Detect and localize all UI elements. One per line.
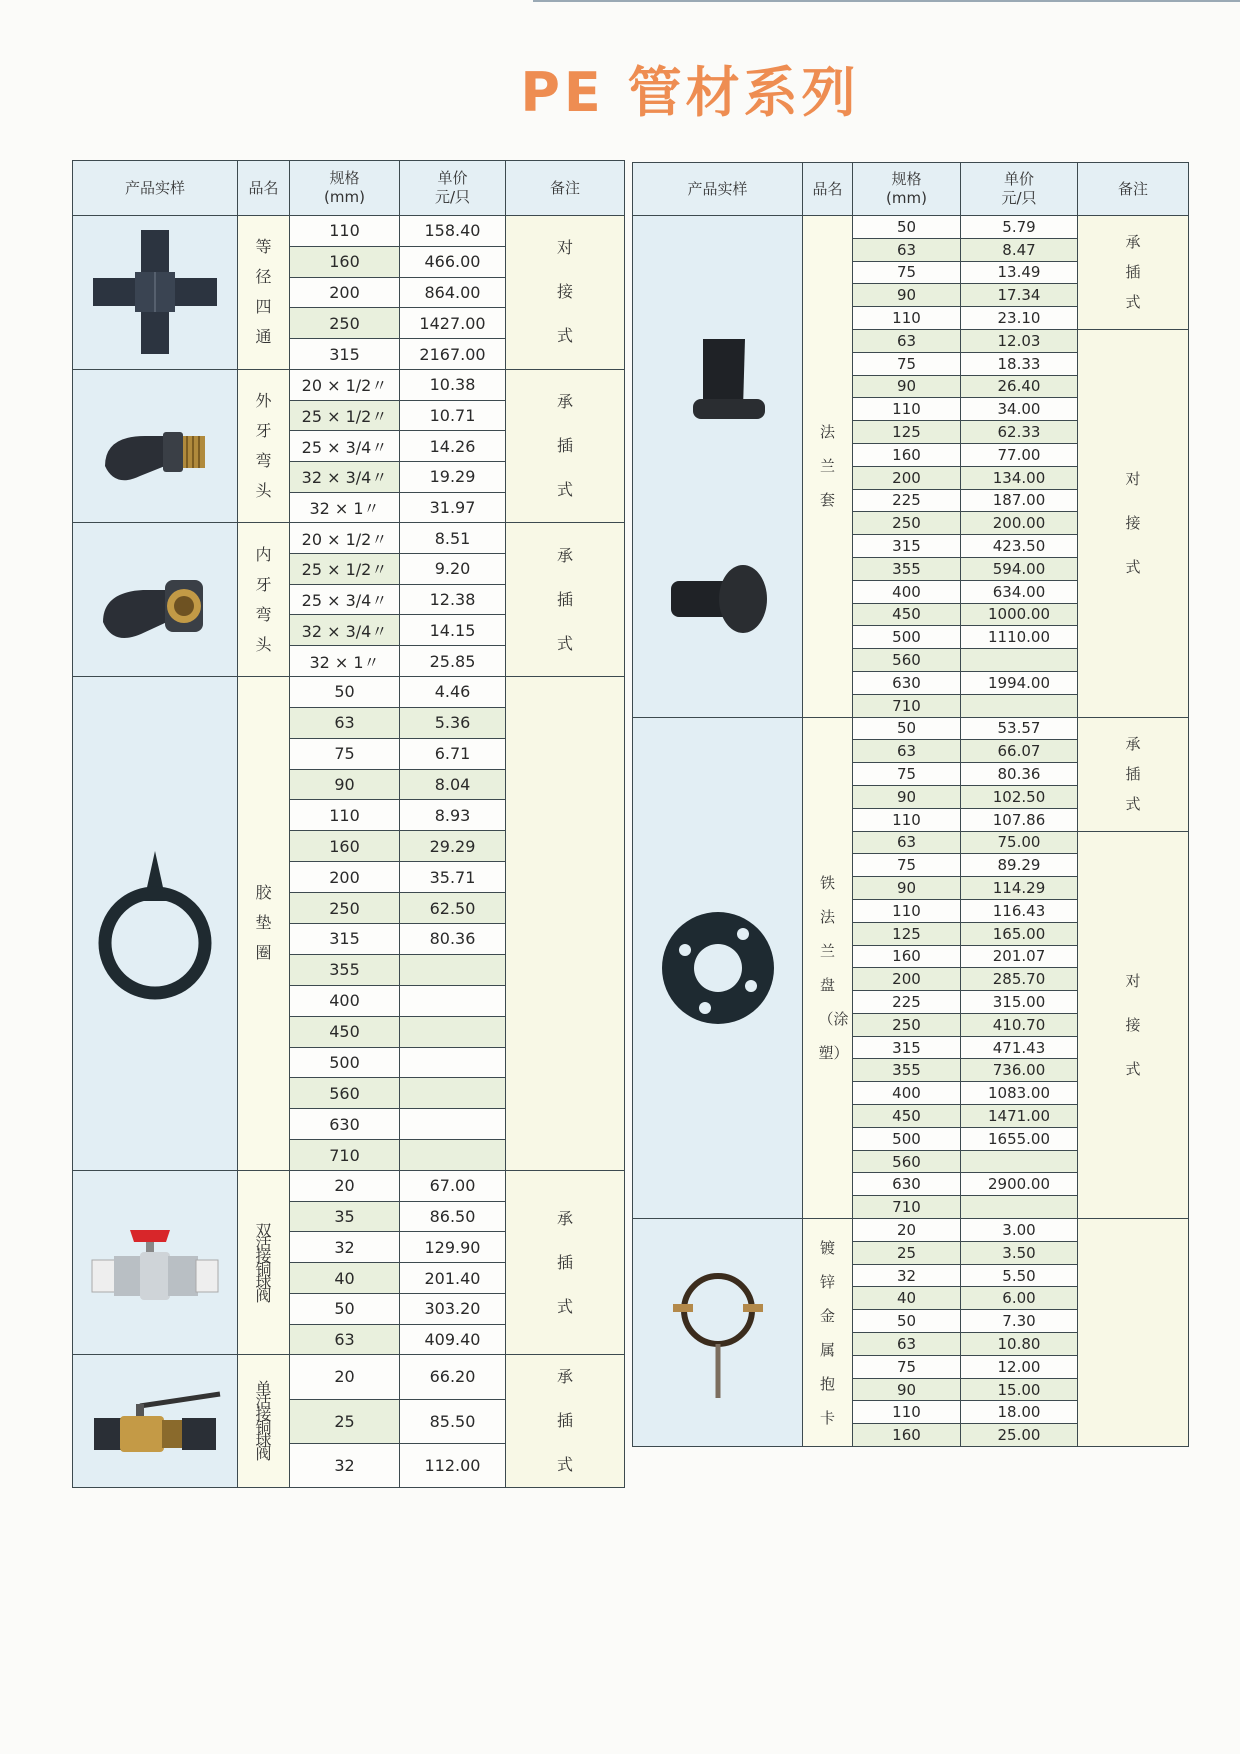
price-cell: 423.50 [961,535,1078,558]
spec-cell: 500 [290,1047,400,1078]
spec-cell: 50 [290,676,400,707]
price-cell: 35.71 [400,862,506,893]
header-price: 单价 元/只 [400,161,506,216]
spec-cell: 75 [853,854,961,877]
spec-cell: 200 [853,968,961,991]
spec-cell: 75 [853,352,961,375]
spec-cell: 90 [853,1378,961,1401]
price-cell: 1000.00 [961,603,1078,626]
spec-cell: 315 [853,1036,961,1059]
price-cell: 165.00 [961,922,1078,945]
spec-cell: 630 [290,1109,400,1140]
price-cell: 31.97 [400,492,506,523]
spec-cell: 630 [853,671,961,694]
spec-cell: 32 [290,1232,400,1263]
price-cell: 19.29 [400,462,506,493]
price-cell: 7.30 [961,1310,1078,1333]
price-cell [400,1109,506,1140]
price-cell: 5.36 [400,707,506,738]
right-price-table [632,162,1189,1447]
price-cell: 66.07 [961,740,1078,763]
spec-cell: 355 [290,954,400,985]
note-text: 对接式 [1125,470,1141,577]
note-cell [506,676,625,1170]
price-cell: 315.00 [961,991,1078,1014]
header-note: 备注 [506,161,625,216]
spec-cell: 75 [853,763,961,786]
spec-cell: 90 [853,375,961,398]
product-name-text: 双活接铜球阀 [255,1220,272,1305]
product-name [803,216,853,718]
price-cell: 1471.00 [961,1105,1078,1128]
spec-cell: 32 × 1〃 [290,492,400,523]
header-spec: 规格 (mm) [853,163,961,216]
price-cell [400,985,506,1016]
price-cell: 200.00 [961,512,1078,535]
table-row [633,717,1189,740]
price-cell: 10.38 [400,369,506,400]
price-cell: 107.86 [961,808,1078,831]
note-text: 对接式 [1125,971,1141,1078]
price-cell: 4.46 [400,676,506,707]
spec-cell: 20 [290,1171,400,1202]
spec-cell: 560 [853,1150,961,1173]
price-cell: 9.20 [400,554,506,585]
price-cell: 1655.00 [961,1127,1078,1150]
spec-cell: 630 [853,1173,961,1196]
price-cell [961,1150,1078,1173]
product-name [803,717,853,1219]
page-title: PE 管材系列 [520,61,860,124]
price-cell: 8.51 [400,523,506,554]
spec-cell: 110 [853,398,961,421]
female-elbow-icon [73,550,237,650]
price-cell: 13.49 [961,261,1078,284]
spec-cell: 450 [290,1016,400,1047]
note-text: 承插式 [556,392,573,500]
price-cell: 634.00 [961,580,1078,603]
spec-cell: 160 [290,831,400,862]
spec-cell: 90 [853,877,961,900]
product-name [238,1171,290,1355]
spec-cell: 20 × 1/2〃 [290,369,400,400]
price-cell: 129.90 [400,1232,506,1263]
note-text: 承插式 [1125,735,1141,814]
spec-cell: 160 [853,443,961,466]
note-cell [506,523,625,676]
price-cell: 116.43 [961,899,1078,922]
spec-cell: 32 × 3/4〃 [290,615,400,646]
price-cell [400,1078,506,1109]
note-cell [1078,216,1189,330]
note-text: 对接式 [556,238,573,346]
spec-cell: 400 [853,580,961,603]
spec-cell: 355 [853,1059,961,1082]
spec-cell: 160 [853,1424,961,1447]
product-name [238,1355,290,1488]
price-cell: 18.00 [961,1401,1078,1424]
spec-cell: 450 [853,1105,961,1128]
price-cell: 53.57 [961,717,1078,740]
price-cell [400,954,506,985]
spec-cell: 90 [290,769,400,800]
price-cell [961,694,1078,717]
spec-cell: 500 [853,1127,961,1150]
product-photo [633,717,803,1219]
product-photo [73,1355,238,1488]
spec-cell: 25 × 1/2〃 [290,554,400,585]
spec-cell: 110 [853,808,961,831]
price-cell [961,1196,1078,1219]
product-name [238,523,290,676]
price-cell: 26.40 [961,375,1078,398]
header-photo: 产品实样 [73,161,238,216]
spec-cell: 400 [290,985,400,1016]
single-union-ball-valve-icon [73,1376,237,1466]
spec-cell: 35 [290,1201,400,1232]
note-cell [506,1171,625,1355]
price-cell: 6.71 [400,738,506,769]
price-cell: 75.00 [961,831,1078,854]
product-name-text: 单活接铜球阀 [255,1379,272,1464]
note-cell [1078,717,1189,831]
note-cell [1078,831,1189,1219]
spec-cell: 250 [853,512,961,535]
spec-cell: 25 × 1/2〃 [290,400,400,431]
price-cell: 17.34 [961,284,1078,307]
price-cell [961,649,1078,672]
price-cell: 29.29 [400,831,506,862]
note-cell [1078,1219,1189,1447]
price-cell: 77.00 [961,443,1078,466]
spec-cell: 160 [853,945,961,968]
steel-flange-plate-icon [633,888,802,1048]
spec-cell: 560 [853,649,961,672]
spec-cell: 200 [290,862,400,893]
spec-cell: 710 [290,1140,400,1171]
spec-cell: 25 × 3/4〃 [290,584,400,615]
spec-cell: 20 [290,1355,400,1399]
price-cell: 12.38 [400,584,506,615]
price-cell: 8.04 [400,769,506,800]
price-cell: 201.07 [961,945,1078,968]
spec-cell: 250 [290,893,400,924]
table-header [73,161,625,216]
price-cell: 14.26 [400,431,506,462]
product-name-text: 胶垫圈 [255,883,272,963]
price-cell: 864.00 [400,277,506,308]
product-name-text: 镀锌金属抱卡 [819,1238,835,1427]
price-cell: 8.47 [961,238,1078,261]
note-cell [1078,329,1189,717]
spec-cell: 20 [853,1219,961,1242]
table-header [633,163,1189,216]
flange-sleeve-icon [633,241,802,691]
spec-cell: 50 [853,216,961,239]
spec-cell: 560 [290,1078,400,1109]
spec-cell: 110 [290,216,400,247]
spec-cell: 32 [853,1264,961,1287]
product-photo [73,676,238,1170]
spec-cell: 40 [853,1287,961,1310]
cross-fitting-icon [73,222,237,362]
price-cell: 3.50 [961,1241,1078,1264]
price-cell: 80.36 [400,923,506,954]
rubber-gasket-icon [73,843,237,1003]
spec-cell: 225 [853,489,961,512]
price-cell: 2900.00 [961,1173,1078,1196]
spec-cell: 50 [853,717,961,740]
price-cell: 466.00 [400,246,506,277]
table-row [73,523,625,554]
price-cell: 410.70 [961,1013,1078,1036]
spec-cell: 63 [290,1324,400,1355]
header-price: 单价 元/只 [961,163,1078,216]
spec-cell: 400 [853,1082,961,1105]
price-cell: 3.00 [961,1219,1078,1242]
price-cell [400,1140,506,1171]
note-text: 承插式 [556,1208,573,1316]
spec-cell: 25 × 3/4〃 [290,431,400,462]
price-cell: 25.85 [400,646,506,677]
price-cell: 2167.00 [400,339,506,370]
spec-cell: 20 × 1/2〃 [290,523,400,554]
spec-cell: 32 × 1〃 [290,646,400,677]
spec-cell: 63 [853,831,961,854]
spec-cell: 110 [853,307,961,330]
note-text: 承插式 [556,1367,573,1475]
price-cell: 67.00 [400,1171,506,1202]
spec-cell: 90 [853,785,961,808]
spec-cell: 315 [290,339,400,370]
spec-cell: 63 [853,1333,961,1356]
price-cell: 1427.00 [400,308,506,339]
top-rule [533,0,1240,2]
product-name [238,216,290,370]
price-cell: 66.20 [400,1355,506,1399]
price-cell: 10.71 [400,400,506,431]
spec-cell: 32 × 3/4〃 [290,462,400,493]
price-cell: 187.00 [961,489,1078,512]
price-cell: 23.10 [961,307,1078,330]
spec-cell: 75 [853,1355,961,1378]
product-name-text: 外牙弯头 [255,391,272,501]
price-cell: 409.40 [400,1324,506,1355]
price-cell: 1110.00 [961,626,1078,649]
price-cell: 12.03 [961,329,1078,352]
product-name-text: 法兰套 [819,423,835,510]
product-photo [633,216,803,718]
price-cell: 1994.00 [961,671,1078,694]
spec-cell: 200 [853,466,961,489]
spec-cell: 125 [853,421,961,444]
product-name [238,369,290,522]
product-photo [633,1219,803,1447]
header-photo: 产品实样 [633,163,803,216]
price-cell: 18.33 [961,352,1078,375]
table-row [633,1219,1189,1242]
price-cell: 80.36 [961,763,1078,786]
price-cell: 1083.00 [961,1082,1078,1105]
product-name-text: 铁法兰盘（涂塑） [818,873,849,1062]
header-note: 备注 [1078,163,1189,216]
price-cell: 86.50 [400,1201,506,1232]
spec-cell: 110 [853,1401,961,1424]
price-cell [400,1016,506,1047]
product-name-text: 等径四通 [255,237,272,347]
note-cell [506,1355,625,1488]
product-photo [73,523,238,676]
note-cell [506,216,625,370]
double-union-ball-valve-icon [73,1208,237,1318]
spec-cell: 40 [290,1263,400,1294]
spec-cell: 32 [290,1443,400,1487]
price-cell: 62.33 [961,421,1078,444]
spec-cell: 500 [853,626,961,649]
note-text: 承插式 [1125,233,1141,312]
header-name: 品名 [238,161,290,216]
spec-cell: 710 [853,1196,961,1219]
spec-cell: 63 [853,238,961,261]
price-cell: 6.00 [961,1287,1078,1310]
price-cell: 594.00 [961,557,1078,580]
male-elbow-icon [73,396,237,496]
spec-cell: 160 [290,246,400,277]
price-cell: 15.00 [961,1378,1078,1401]
product-photo [73,1171,238,1355]
price-cell: 158.40 [400,216,506,247]
price-cell: 114.29 [961,877,1078,900]
table-row [73,676,625,707]
spec-cell: 250 [290,308,400,339]
price-cell: 25.00 [961,1424,1078,1447]
table-row [73,216,625,247]
price-cell: 89.29 [961,854,1078,877]
spec-cell: 355 [853,557,961,580]
product-name [238,676,290,1170]
spec-cell: 25 [290,1399,400,1443]
price-cell: 471.43 [961,1036,1078,1059]
spec-cell: 75 [290,738,400,769]
table-row [633,216,1189,239]
price-cell: 736.00 [961,1059,1078,1082]
price-cell [400,1047,506,1078]
product-name [803,1219,853,1447]
spec-cell: 110 [290,800,400,831]
price-cell: 285.70 [961,968,1078,991]
left-price-table [72,160,625,1488]
spec-cell: 315 [853,535,961,558]
spec-cell: 63 [853,329,961,352]
spec-cell: 110 [853,899,961,922]
spec-cell: 63 [290,707,400,738]
product-name-text: 内牙弯头 [255,544,272,654]
price-cell: 5.79 [961,216,1078,239]
spec-cell: 315 [290,923,400,954]
price-cell: 102.50 [961,785,1078,808]
price-cell: 14.15 [400,615,506,646]
price-cell: 112.00 [400,1443,506,1487]
spec-cell: 225 [853,991,961,1014]
product-photo [73,369,238,522]
spec-cell: 125 [853,922,961,945]
price-cell: 303.20 [400,1293,506,1324]
price-cell: 34.00 [961,398,1078,421]
spec-cell: 200 [290,277,400,308]
price-cell: 134.00 [961,466,1078,489]
spec-cell: 50 [853,1310,961,1333]
price-cell: 5.50 [961,1264,1078,1287]
table-row [73,1355,625,1399]
spec-cell: 75 [853,261,961,284]
spec-cell: 710 [853,694,961,717]
note-cell [506,369,625,522]
spec-cell: 63 [853,740,961,763]
spec-cell: 90 [853,284,961,307]
price-cell: 10.80 [961,1333,1078,1356]
price-cell: 62.50 [400,893,506,924]
table-row [73,369,625,400]
spec-cell: 25 [853,1241,961,1264]
galvanized-pipe-clamp-icon [633,1258,802,1408]
price-cell: 12.00 [961,1355,1078,1378]
price-cell: 201.40 [400,1263,506,1294]
header-name: 品名 [803,163,853,216]
spec-cell: 250 [853,1013,961,1036]
note-text: 承插式 [556,545,573,653]
spec-cell: 50 [290,1293,400,1324]
table-row [73,1171,625,1202]
price-cell: 8.93 [400,800,506,831]
price-cell: 85.50 [400,1399,506,1443]
spec-cell: 450 [853,603,961,626]
header-spec: 规格 (mm) [290,161,400,216]
product-photo [73,216,238,370]
